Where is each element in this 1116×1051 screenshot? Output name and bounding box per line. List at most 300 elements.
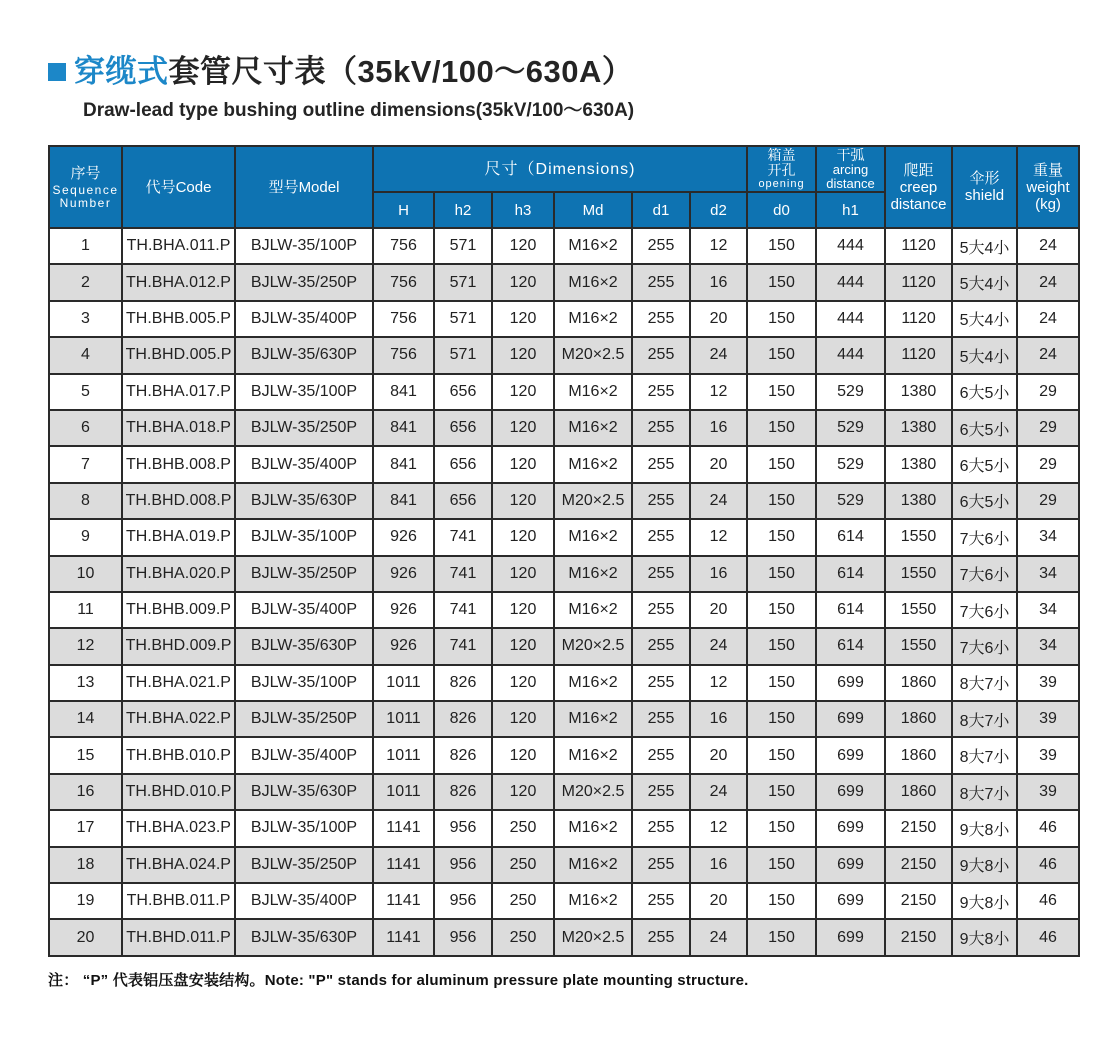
table-cell: 3 [49, 301, 122, 337]
table-cell: 150 [747, 337, 816, 373]
table-cell: TH.BHA.019.P [122, 519, 235, 555]
table-cell: 255 [632, 701, 690, 737]
table-cell: 120 [492, 774, 554, 810]
header-cell-code [122, 146, 235, 228]
table-cell: 5大4小 [952, 301, 1017, 337]
table-cell: 255 [632, 264, 690, 300]
table-cell: 2150 [885, 847, 952, 883]
table-cell: 6大5小 [952, 410, 1017, 446]
table-cell: M16×2 [554, 301, 632, 337]
header-cell-creep [885, 146, 952, 228]
table-cell: TH.BHA.012.P [122, 264, 235, 300]
table-cell: 150 [747, 628, 816, 664]
table-cell: 926 [373, 556, 434, 592]
table-cell: BJLW-35/100P [235, 374, 373, 410]
header-opening-en: opening [758, 178, 805, 190]
table-row [49, 264, 1079, 300]
table-cell: TH.BHA.018.P [122, 410, 235, 446]
table-cell: 17 [49, 810, 122, 846]
table-cell: 10 [49, 556, 122, 592]
table-cell: 34 [1017, 556, 1079, 592]
table-cell: 7大6小 [952, 628, 1017, 664]
table-cell: 841 [373, 483, 434, 519]
table-cell: 9大8小 [952, 810, 1017, 846]
table-cell: 150 [747, 264, 816, 300]
table-header [49, 146, 1079, 228]
table-cell: 150 [747, 556, 816, 592]
table-cell: 13 [49, 665, 122, 701]
table-cell: 1550 [885, 556, 952, 592]
table-cell: M16×2 [554, 701, 632, 737]
table-cell: 1860 [885, 774, 952, 810]
table-cell: 529 [816, 410, 885, 446]
table-row [49, 374, 1079, 410]
table-cell: 9大8小 [952, 847, 1017, 883]
table-cell: 699 [816, 847, 885, 883]
table-row [49, 446, 1079, 482]
table-cell: M20×2.5 [554, 483, 632, 519]
table-cell: 826 [434, 774, 492, 810]
table-cell: 2150 [885, 883, 952, 919]
table-cell: 756 [373, 337, 434, 373]
table-cell: 614 [816, 519, 885, 555]
table-cell: 826 [434, 701, 492, 737]
table-row [49, 592, 1079, 628]
table-cell: 571 [434, 301, 492, 337]
header-cell-h3: h3 [492, 192, 554, 228]
table-cell: M20×2.5 [554, 337, 632, 373]
table-cell: 24 [690, 919, 747, 955]
table-row [49, 556, 1079, 592]
header-sequence-zh: 序号 [70, 164, 101, 182]
table-cell: M16×2 [554, 519, 632, 555]
table-cell: 826 [434, 665, 492, 701]
page-subtitle: Draw-lead type bushing outline dimensions(35kV/100～630A) [83, 100, 635, 121]
table-cell: TH.BHA.024.P [122, 847, 235, 883]
header-cell-shield [952, 146, 1017, 228]
header-cell-Md: Md [554, 192, 632, 228]
table-cell: 7 [49, 446, 122, 482]
table-cell: BJLW-35/100P [235, 228, 373, 264]
table-cell: BJLW-35/630P [235, 483, 373, 519]
table-cell: 120 [492, 628, 554, 664]
table-cell: 255 [632, 410, 690, 446]
table-row [49, 228, 1079, 264]
table-cell: 7大6小 [952, 556, 1017, 592]
table-cell: 5 [49, 374, 122, 410]
table-cell: 24 [1017, 301, 1079, 337]
table-cell: 150 [747, 374, 816, 410]
table-cell: 150 [747, 228, 816, 264]
table-cell: BJLW-35/630P [235, 628, 373, 664]
table-cell: 24 [690, 337, 747, 373]
table-cell: 2 [49, 264, 122, 300]
table-cell: 20 [690, 883, 747, 919]
header-weight-unit: (kg) [1035, 195, 1061, 213]
table-cell: M16×2 [554, 883, 632, 919]
table-cell: M16×2 [554, 410, 632, 446]
table-cell: 120 [492, 483, 554, 519]
table-cell: 11 [49, 592, 122, 628]
table-cell: 150 [747, 737, 816, 773]
table-cell: 120 [492, 374, 554, 410]
table-cell: 699 [816, 701, 885, 737]
table-cell: 956 [434, 919, 492, 955]
title-highlight: 穿缆式 [74, 54, 169, 89]
table-cell: 150 [747, 446, 816, 482]
table-cell: 150 [747, 592, 816, 628]
table-cell: 20 [49, 919, 122, 955]
table-cell: 2150 [885, 810, 952, 846]
table-cell: 29 [1017, 410, 1079, 446]
header-shield-en: shield [964, 187, 1005, 204]
table-cell: TH.BHB.008.P [122, 446, 235, 482]
table-cell: 956 [434, 847, 492, 883]
table-cell: TH.BHA.022.P [122, 701, 235, 737]
table-cell: BJLW-35/400P [235, 446, 373, 482]
table-cell: 24 [1017, 337, 1079, 373]
table-cell: TH.BHB.009.P [122, 592, 235, 628]
table-cell: BJLW-35/100P [235, 519, 373, 555]
header-opening-zh1: 箱盖 [767, 147, 796, 163]
table-cell: 255 [632, 446, 690, 482]
header-creep-en2: distance [890, 195, 947, 213]
table-cell: 12 [49, 628, 122, 664]
table-cell: 9大8小 [952, 919, 1017, 955]
table-cell: BJLW-35/250P [235, 701, 373, 737]
table-cell: 46 [1017, 919, 1079, 955]
table-cell: 39 [1017, 774, 1079, 810]
table-row [49, 628, 1079, 664]
table-cell: 150 [747, 919, 816, 955]
table-cell: 6大5小 [952, 446, 1017, 482]
table-cell: 1860 [885, 701, 952, 737]
table-cell: 614 [816, 592, 885, 628]
table-row [49, 847, 1079, 883]
table-cell: 1380 [885, 374, 952, 410]
table-cell: 1380 [885, 410, 952, 446]
table-cell: 150 [747, 301, 816, 337]
header-sequence-en: Sequence Number [52, 182, 119, 210]
table-cell: 5大4小 [952, 337, 1017, 373]
table-cell: 120 [492, 410, 554, 446]
table-cell: 250 [492, 919, 554, 955]
table-cell: 120 [492, 337, 554, 373]
table-cell: 250 [492, 810, 554, 846]
table-row [49, 810, 1079, 846]
table-cell: 571 [434, 264, 492, 300]
table-cell: 150 [747, 701, 816, 737]
table-cell: 250 [492, 847, 554, 883]
table-cell: 255 [632, 737, 690, 773]
header-shield-zh: 伞形 [969, 170, 1000, 187]
table-cell: M16×2 [554, 847, 632, 883]
table-cell: TH.BHA.021.P [122, 665, 235, 701]
table-cell: 741 [434, 628, 492, 664]
table-cell: 8大7小 [952, 665, 1017, 701]
table-cell: 5大4小 [952, 228, 1017, 264]
table-cell: 255 [632, 301, 690, 337]
table-cell: BJLW-35/100P [235, 810, 373, 846]
table-cell: 444 [816, 301, 885, 337]
table-cell: 656 [434, 410, 492, 446]
footnote: 注： “P” 代表铝压盘安装结构。Note: "P" stands for aluminum pressure plate mounting structure. [48, 971, 749, 989]
table-cell: 8大7小 [952, 774, 1017, 810]
table-row [49, 410, 1079, 446]
table-cell: 255 [632, 847, 690, 883]
table-cell: M20×2.5 [554, 919, 632, 955]
table-cell: 120 [492, 264, 554, 300]
header-cell-sequence [49, 146, 122, 228]
table-cell: 255 [632, 483, 690, 519]
table-cell: TH.BHA.017.P [122, 374, 235, 410]
table-cell: 1 [49, 228, 122, 264]
table-cell: 1120 [885, 228, 952, 264]
table-cell: 529 [816, 483, 885, 519]
table-cell: 1011 [373, 737, 434, 773]
table-cell: 841 [373, 446, 434, 482]
table-cell: 1120 [885, 301, 952, 337]
table-cell: 5大4小 [952, 264, 1017, 300]
table-cell: 756 [373, 264, 434, 300]
header-cell-d0: d0 [747, 192, 816, 228]
table-cell: 255 [632, 228, 690, 264]
table-cell: 19 [49, 883, 122, 919]
table-cell: 150 [747, 665, 816, 701]
table-cell: 9大8小 [952, 883, 1017, 919]
table-cell: 1141 [373, 883, 434, 919]
table-cell: 656 [434, 446, 492, 482]
table-cell: 741 [434, 556, 492, 592]
table-cell: BJLW-35/250P [235, 556, 373, 592]
table-cell: 255 [632, 556, 690, 592]
table-cell: 34 [1017, 628, 1079, 664]
table-row [49, 337, 1079, 373]
table-cell: M16×2 [554, 592, 632, 628]
table-cell: 4 [49, 337, 122, 373]
table-cell: 120 [492, 592, 554, 628]
title-block [48, 54, 1078, 122]
table-cell: 12 [690, 374, 747, 410]
table-cell: 120 [492, 665, 554, 701]
table-cell: 120 [492, 701, 554, 737]
header-row-top [49, 146, 1079, 192]
table-cell: 699 [816, 774, 885, 810]
table-cell: 9 [49, 519, 122, 555]
table-cell: 255 [632, 919, 690, 955]
header-arcing-zh: 干弧 [836, 146, 865, 163]
table-cell: M20×2.5 [554, 628, 632, 664]
table-row [49, 774, 1079, 810]
table-cell: BJLW-35/630P [235, 774, 373, 810]
table-cell: 250 [492, 883, 554, 919]
header-arcing-en1: arcing [832, 161, 869, 177]
table-cell: M16×2 [554, 264, 632, 300]
table-cell: TH.BHD.005.P [122, 337, 235, 373]
header-creep-zh: 爬距 [903, 161, 934, 179]
table-cell: 150 [747, 519, 816, 555]
table-cell: 6大5小 [952, 483, 1017, 519]
table-cell: 16 [690, 410, 747, 446]
table-cell: 1141 [373, 847, 434, 883]
header-creep-en1: creep [899, 178, 938, 196]
table-cell: 756 [373, 301, 434, 337]
table-cell: 571 [434, 337, 492, 373]
table-cell: 1550 [885, 519, 952, 555]
title-row [48, 54, 1078, 90]
table-cell: 16 [690, 264, 747, 300]
table-cell: 34 [1017, 519, 1079, 555]
header-cell-h2: h2 [434, 192, 492, 228]
table-cell: 24 [690, 628, 747, 664]
spec-table [48, 145, 1080, 957]
table-cell: BJLW-35/250P [235, 847, 373, 883]
table-cell: 46 [1017, 847, 1079, 883]
table-cell: 444 [816, 264, 885, 300]
table-cell: 656 [434, 374, 492, 410]
table-cell: 1141 [373, 810, 434, 846]
table-cell: 614 [816, 628, 885, 664]
table-cell: M16×2 [554, 810, 632, 846]
table-cell: 29 [1017, 374, 1079, 410]
table-cell: 255 [632, 665, 690, 701]
header-cell-dimensions [373, 146, 747, 192]
table-cell: 1120 [885, 337, 952, 373]
header-arcing-en2: distance [826, 175, 875, 191]
table-cell: BJLW-35/400P [235, 883, 373, 919]
table-cell: 926 [373, 628, 434, 664]
table-cell: 656 [434, 483, 492, 519]
table-cell: 1550 [885, 592, 952, 628]
table-cell: 956 [434, 883, 492, 919]
table-cell: 1011 [373, 701, 434, 737]
table-cell: 8 [49, 483, 122, 519]
header-cell-opening [747, 146, 816, 192]
table-cell: 255 [632, 337, 690, 373]
table-cell: 614 [816, 556, 885, 592]
table-cell: BJLW-35/630P [235, 337, 373, 373]
table-cell: 1141 [373, 919, 434, 955]
table-cell: 46 [1017, 883, 1079, 919]
table-cell: 6 [49, 410, 122, 446]
header-cell-H: H [373, 192, 434, 228]
table-cell: M16×2 [554, 446, 632, 482]
table-cell: 39 [1017, 665, 1079, 701]
square-bullet-icon [48, 63, 66, 81]
table-row [49, 701, 1079, 737]
table-cell: BJLW-35/250P [235, 410, 373, 446]
table-cell: M16×2 [554, 737, 632, 773]
table-cell: 841 [373, 374, 434, 410]
table-cell: 120 [492, 301, 554, 337]
table-cell: 255 [632, 519, 690, 555]
header-cell-model [235, 146, 373, 228]
table-cell: 150 [747, 774, 816, 810]
table-cell: 7大6小 [952, 592, 1017, 628]
table-cell: 529 [816, 446, 885, 482]
table-cell: 6大5小 [952, 374, 1017, 410]
table-row [49, 737, 1079, 773]
table-cell: 255 [632, 374, 690, 410]
table-cell: 1550 [885, 628, 952, 664]
table-cell: 20 [690, 592, 747, 628]
table-cell: TH.BHD.009.P [122, 628, 235, 664]
table-cell: 34 [1017, 592, 1079, 628]
table-cell: 14 [49, 701, 122, 737]
table-cell: 120 [492, 519, 554, 555]
table-cell: 120 [492, 446, 554, 482]
table-cell: 12 [690, 810, 747, 846]
table-cell: BJLW-35/250P [235, 264, 373, 300]
page-title [74, 54, 633, 90]
table-cell: 444 [816, 228, 885, 264]
table-cell: 150 [747, 883, 816, 919]
table-cell: 2150 [885, 919, 952, 955]
table-cell: 8大7小 [952, 737, 1017, 773]
table-cell: 29 [1017, 446, 1079, 482]
table-cell: 1380 [885, 483, 952, 519]
header-weight-zh: 重量 [1033, 161, 1064, 179]
table-cell: 39 [1017, 701, 1079, 737]
table-cell: 15 [49, 737, 122, 773]
table-cell: 571 [434, 228, 492, 264]
table-cell: 444 [816, 337, 885, 373]
table-cell: 7大6小 [952, 519, 1017, 555]
table-body [49, 228, 1079, 956]
table-cell: 1380 [885, 446, 952, 482]
table-cell: 16 [690, 847, 747, 883]
table-cell: 1120 [885, 264, 952, 300]
table-cell: 1860 [885, 665, 952, 701]
table-cell: 826 [434, 737, 492, 773]
header-code-label: 代号Code [145, 178, 212, 196]
table-cell: 20 [690, 446, 747, 482]
table-cell: TH.BHD.011.P [122, 919, 235, 955]
header-cell-weight [1017, 146, 1079, 228]
table-cell: M16×2 [554, 556, 632, 592]
table-cell: 39 [1017, 737, 1079, 773]
table-cell: 255 [632, 883, 690, 919]
table-cell: 926 [373, 592, 434, 628]
table-cell: 741 [434, 519, 492, 555]
table-cell: 16 [690, 701, 747, 737]
table-cell: 150 [747, 847, 816, 883]
table-cell: 150 [747, 810, 816, 846]
header-model-label: 型号Model [268, 178, 340, 196]
table-cell: 841 [373, 410, 434, 446]
table-cell: 18 [49, 847, 122, 883]
table-cell: 12 [690, 519, 747, 555]
table-cell: M16×2 [554, 374, 632, 410]
table-cell: 12 [690, 228, 747, 264]
table-cell: 24 [690, 774, 747, 810]
table-cell: 16 [690, 556, 747, 592]
table-cell: TH.BHA.011.P [122, 228, 235, 264]
table-cell: M20×2.5 [554, 774, 632, 810]
header-weight-en: weight [1026, 178, 1070, 196]
table-cell: 699 [816, 737, 885, 773]
table-cell: 255 [632, 810, 690, 846]
table-cell: 255 [632, 592, 690, 628]
table-row [49, 665, 1079, 701]
table-cell: TH.BHA.023.P [122, 810, 235, 846]
table-row [49, 919, 1079, 955]
table-cell: 20 [690, 737, 747, 773]
table-cell: M16×2 [554, 665, 632, 701]
table-cell: TH.BHA.020.P [122, 556, 235, 592]
table-row [49, 301, 1079, 337]
header-cell-arcing [816, 146, 885, 192]
